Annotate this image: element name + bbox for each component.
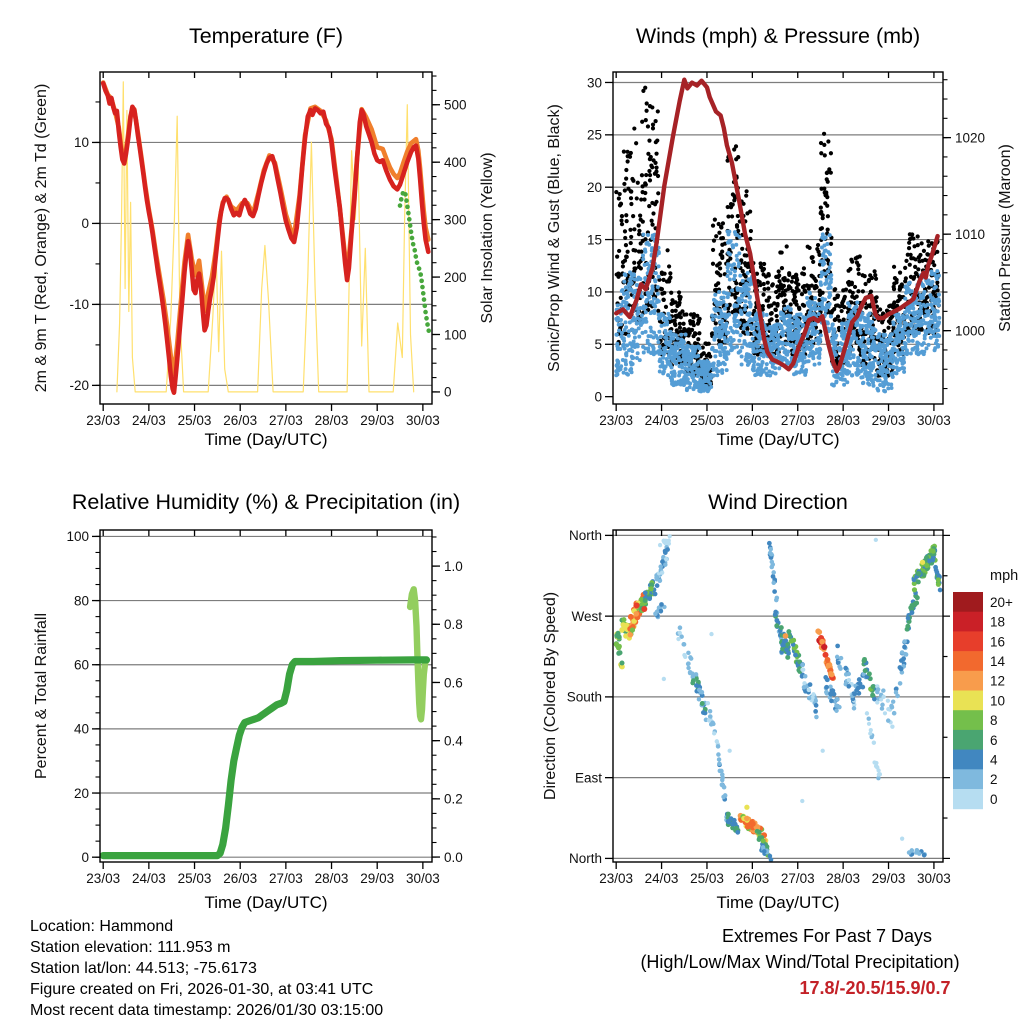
svg-text:0.2: 0.2	[444, 791, 463, 807]
svg-text:mph: mph	[990, 568, 1019, 584]
svg-text:1020: 1020	[955, 130, 986, 146]
svg-text:28/03: 28/03	[826, 871, 861, 886]
svg-text:27/03: 27/03	[780, 871, 815, 886]
x-axis-label: Time (Day/UTC)	[716, 430, 840, 449]
svg-text:20: 20	[73, 785, 89, 801]
chart-title-winds-pressure: Winds (mph) & Pressure (mb)	[635, 24, 921, 48]
svg-text:-20: -20	[69, 378, 89, 394]
data-timestamp: Most recent data timestamp: 2026/01/30 03:15:00	[30, 1002, 384, 1019]
svg-text:0.8: 0.8	[444, 617, 463, 633]
svg-text:0.0: 0.0	[444, 849, 463, 865]
chart-title-temperature: Temperature (F)	[188, 24, 344, 48]
x-axis-label: Time (Day/UTC)	[204, 430, 328, 449]
svg-text:29/03: 29/03	[360, 871, 395, 886]
svg-text:27/03: 27/03	[780, 413, 815, 428]
svg-text:0.6: 0.6	[444, 675, 463, 691]
extremes-heading: Extremes For Past 7 Days	[721, 926, 933, 946]
svg-text:1.0: 1.0	[444, 558, 463, 574]
svg-text:4: 4	[990, 752, 998, 768]
svg-text:25/03: 25/03	[177, 871, 212, 886]
svg-text:300: 300	[444, 212, 467, 228]
svg-text:Sonic/Prop Wind & Gust (Blue,: Sonic/Prop Wind & Gust (Blue, Black)	[546, 104, 563, 372]
svg-text:23/03: 23/03	[86, 871, 121, 886]
svg-text:0: 0	[594, 389, 602, 405]
svg-text:26/03: 26/03	[223, 413, 258, 428]
svg-text:10: 10	[990, 693, 1006, 709]
svg-text:Percent & Total Rainfall: Percent & Total Rainfall	[33, 612, 50, 780]
svg-text:South: South	[566, 689, 602, 705]
svg-text:24/03: 24/03	[131, 413, 166, 428]
svg-text:Direction (Colored By Speed): Direction (Colored By Speed)	[542, 591, 559, 801]
svg-text:15: 15	[586, 232, 602, 248]
wind-direction-chart	[512, 512, 1024, 1024]
svg-text:30/03: 30/03	[405, 413, 440, 428]
svg-text:29/03: 29/03	[871, 871, 906, 886]
svg-text:26/03: 26/03	[735, 413, 770, 428]
svg-text:23/03: 23/03	[599, 413, 634, 428]
svg-text:60: 60	[73, 657, 89, 673]
chart-title-humidity-precip: Relative Humidity (%) & Precipitation (in)	[71, 490, 461, 514]
svg-text:29/03: 29/03	[871, 413, 906, 428]
svg-text:25/03: 25/03	[690, 413, 724, 428]
svg-text:Station Pressure (Maroon): Station Pressure (Maroon)	[997, 144, 1014, 332]
svg-text:28/03: 28/03	[314, 871, 349, 886]
svg-text:27/03: 27/03	[268, 871, 303, 886]
svg-text:23/03: 23/03	[86, 413, 121, 428]
svg-text:30: 30	[586, 75, 602, 91]
svg-text:25: 25	[586, 127, 602, 143]
svg-text:16: 16	[990, 634, 1006, 650]
svg-text:200: 200	[444, 269, 467, 285]
svg-text:2: 2	[990, 772, 998, 788]
extremes-values: 17.8/-20.5/15.9/0.7	[799, 978, 951, 998]
svg-text:14: 14	[990, 653, 1006, 669]
svg-text:2m & 9m T (Red, Orange) & 2m T: 2m & 9m T (Red, Orange) & 2m Td (Green)	[33, 83, 50, 393]
svg-text:26/03: 26/03	[735, 871, 770, 886]
svg-text:1010: 1010	[955, 226, 986, 242]
svg-text:0: 0	[81, 849, 89, 865]
svg-text:500: 500	[444, 97, 467, 113]
svg-text:5: 5	[594, 337, 602, 353]
svg-text:0: 0	[990, 791, 998, 807]
svg-text:8: 8	[990, 713, 998, 729]
svg-text:0: 0	[81, 216, 89, 232]
svg-text:East: East	[574, 770, 602, 786]
svg-text:25/03: 25/03	[690, 871, 724, 886]
extremes-subheading: (High/Low/Max Wind/Total Precipitation)	[640, 952, 960, 972]
svg-text:-10: -10	[69, 297, 89, 313]
svg-text:23/03: 23/03	[599, 871, 634, 886]
svg-text:80: 80	[73, 593, 89, 609]
station-info	[30, 916, 383, 1021]
svg-text:24/03: 24/03	[644, 871, 679, 886]
svg-text:30/03: 30/03	[917, 871, 951, 886]
svg-text:100: 100	[66, 529, 89, 545]
svg-text:400: 400	[444, 154, 467, 170]
svg-text:30/03: 30/03	[405, 871, 440, 886]
svg-text:24/03: 24/03	[131, 871, 166, 886]
svg-text:28/03: 28/03	[314, 413, 349, 428]
svg-text:0: 0	[444, 384, 452, 400]
station-elevation: Station elevation: 111.953 m	[30, 939, 231, 956]
x-axis-label: Time (Day/UTC)	[204, 893, 328, 912]
svg-text:29/03: 29/03	[360, 413, 395, 428]
svg-text:1000: 1000	[955, 323, 986, 339]
svg-text:28/03: 28/03	[826, 413, 861, 428]
svg-text:18: 18	[990, 614, 1006, 630]
svg-text:25/03: 25/03	[177, 413, 212, 428]
svg-text:100: 100	[444, 327, 467, 343]
svg-text:30/03: 30/03	[917, 413, 951, 428]
svg-text:North: North	[568, 851, 602, 867]
svg-text:20+: 20+	[990, 594, 1013, 610]
svg-text:10: 10	[73, 135, 89, 151]
svg-text:0.4: 0.4	[444, 733, 463, 749]
svg-text:North: North	[568, 528, 602, 544]
svg-text:20: 20	[586, 180, 602, 196]
station-location: Location: Hammond	[30, 918, 174, 935]
svg-text:24/03: 24/03	[644, 413, 679, 428]
svg-text:Solar Insolation (Yellow): Solar Insolation (Yellow)	[479, 152, 496, 324]
svg-text:26/03: 26/03	[223, 871, 258, 886]
svg-text:40: 40	[73, 721, 89, 737]
svg-text:12: 12	[990, 673, 1006, 689]
svg-text:West: West	[571, 608, 602, 624]
figure-created: Figure created on Fri, 2026-01-30, at 03:41 UTC	[30, 981, 374, 998]
svg-text:27/03: 27/03	[268, 413, 303, 428]
svg-text:10: 10	[586, 284, 602, 300]
chart-title-wind-direction: Wind Direction	[708, 490, 848, 514]
svg-text:6: 6	[990, 732, 998, 748]
x-axis-label: Time (Day/UTC)	[716, 893, 840, 912]
station-latlon: Station lat/lon: 44.513; -75.6173	[30, 960, 257, 977]
